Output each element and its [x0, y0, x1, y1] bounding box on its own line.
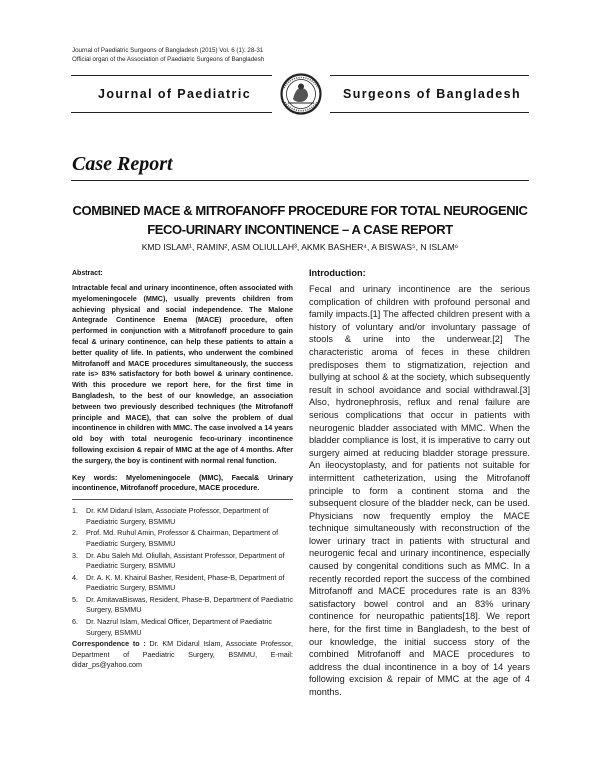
- journal-citation: Journal of Paediatric Surgeons of Bangladesh (2015) Vol. 6 (1): 28-31: [72, 47, 264, 54]
- left-column: [72, 270, 293, 671]
- association-logo: [272, 72, 330, 116]
- correspondence-label: Correspondence to :: [72, 639, 146, 649]
- abstract-text: Intractable fecal and urinary incontinence, often associated with myelomeningocele (MMC), usually prevents children from achieving physical and social independence. The Malone Antegrade Continence Enema (MACE) procedure, often performed in conjunction with a Mitrofanoff procedure to gain fecal & urinary continence, can help these patients to attain a better quality of life. In patients, who underwent the combined Mitrofanoff and MACE procedures simultaneously, the success rate is> 83% satisfactory for both bowel & urinary continence. With this procedure we report here, for the first time in Bangladesh, to the best of our knowledge, an association between two previously described techniques (the Mitrofanoff principle and MACE), that can solve the problem of dual incontinence in children with MMC. The case involved a 14 years old boy with total neurogenic feco-urinary incontinence following excision & repair of MMC at the age of 4 months. After the surgery, the boy is continent with normal renal function.: [72, 283, 293, 465]
- article-type-heading: Case Report: [72, 153, 173, 175]
- affiliation-item: 3. Dr. Abu Saleh Md. Oliullah, Assistant Professor, Department of Paediatric Surgery, BSMMU: [72, 550, 285, 570]
- introduction-heading: Introduction:: [309, 268, 366, 278]
- affiliation-item: 6. Dr. Nazrul Islam, Medical Officer, Department of Paediatric Surgery, BSMMU: [72, 617, 273, 637]
- journal-organ: Official organ of the Association of Paediatric Surgeons of Bangladesh: [72, 56, 265, 63]
- affiliation-item: 5. Dr. AmitavaBiswas, Resident, Phase-B, Department of Paediatric Surgery, BSMMU: [72, 594, 293, 615]
- affiliation-item: 1. Dr. KM Didarul Islam, Associate Professor, Department of Paediatric Surgery, BSMMU: [72, 506, 269, 526]
- heading-divider: [71, 180, 529, 181]
- keywords: Key words: Myelomeningocele (MMC), Faecal& Urinary incontinence, Mitrofanoff procedure, MACE procedure.: [72, 472, 293, 493]
- article-title-line1: COMBINED MACE & MITROFANOFF PROCEDURE FOR TOTAL NEUROGENIC: [72, 203, 528, 218]
- affiliation-item: 2. Prof. Md. Ruhul Amin, Professor & Chairman, Department of Paediatric Surgery, BSMMU: [72, 528, 279, 548]
- article-title: [71, 201, 529, 239]
- journal-header-right: Surgeons of Bangladesh: [343, 87, 522, 101]
- correspondence-text: Dr. KM Didarul Islam, Associate Professor, Department of Paediatric Surgery, BSMMU, E-mail: didar_ps@yahoo.com: [72, 639, 293, 670]
- introduction-text: Fecal and urinary incontinence are the serious complication of children with profound personal and family impacts.[1] The affected children present with a history of voluntary and/or involuntary passage of stools & urine into the underwear.[2] The characteristic aroma of feces in these children predisposes them to stigmatization, rejection and bullying at school & at the society, which subsequently result in school avoidance and social withdrawal.[3] Also, hydronephrosis, reflux and renal failure are serious complications that occur in patients with neurogenic bladder associated with MMC. When the bladder compliance is lost, it is imperative to carry out surgery aimed at reducing bladder storage pressure. An ileocystoplasty, and for patients not suitable for intermittent catheterization, using the Mitrofanoff principle to form a continent stoma and the subsequent closure of the bladder neck, can be used. Physicians now frequently employ the MACE technique simultaneously with reconstruction of the lower urinary tract in patients with structural and neurogenic fecal and urinary incontinence, especially caused by congenital conditions such as MMC. In a recently recorded report the success of the combined Mitrofanoff and MACE procedures rate is an 83% satisfactory bowel control and an 83% urinary continence for neuropathic patients[18]. We report here, for the first time in Bangladesh, to the best of our knowledge, the initial success story of the combined Mitrofanoff and MACE procedures to address the dual incontinence in a boy of 14 years following excision & repair of MMC at the age of 4 months.: [309, 284, 530, 697]
- correspondence: [72, 639, 293, 670]
- affiliation-list: [72, 506, 293, 638]
- right-column: [309, 268, 530, 699]
- affiliation-item: 4. Dr. A. K. M. Khairul Basher, Resident, Phase-B, Department of Paediatric Surgery, BSMMU: [72, 572, 285, 593]
- article-title-line2: FECO-URINARY INCONTINENCE – A CASE REPORT: [147, 222, 453, 237]
- affiliation-divider: [72, 499, 293, 500]
- author-list: KMD ISLAM¹, RAMIN², ASM OLIULLAH³, AKMK BASHER⁴, A BISWAS⁵, N ISLAM⁶: [141, 242, 459, 252]
- journal-header-left: Journal of Paediatric: [98, 87, 252, 101]
- abstract-heading: Abstract:: [72, 270, 103, 277]
